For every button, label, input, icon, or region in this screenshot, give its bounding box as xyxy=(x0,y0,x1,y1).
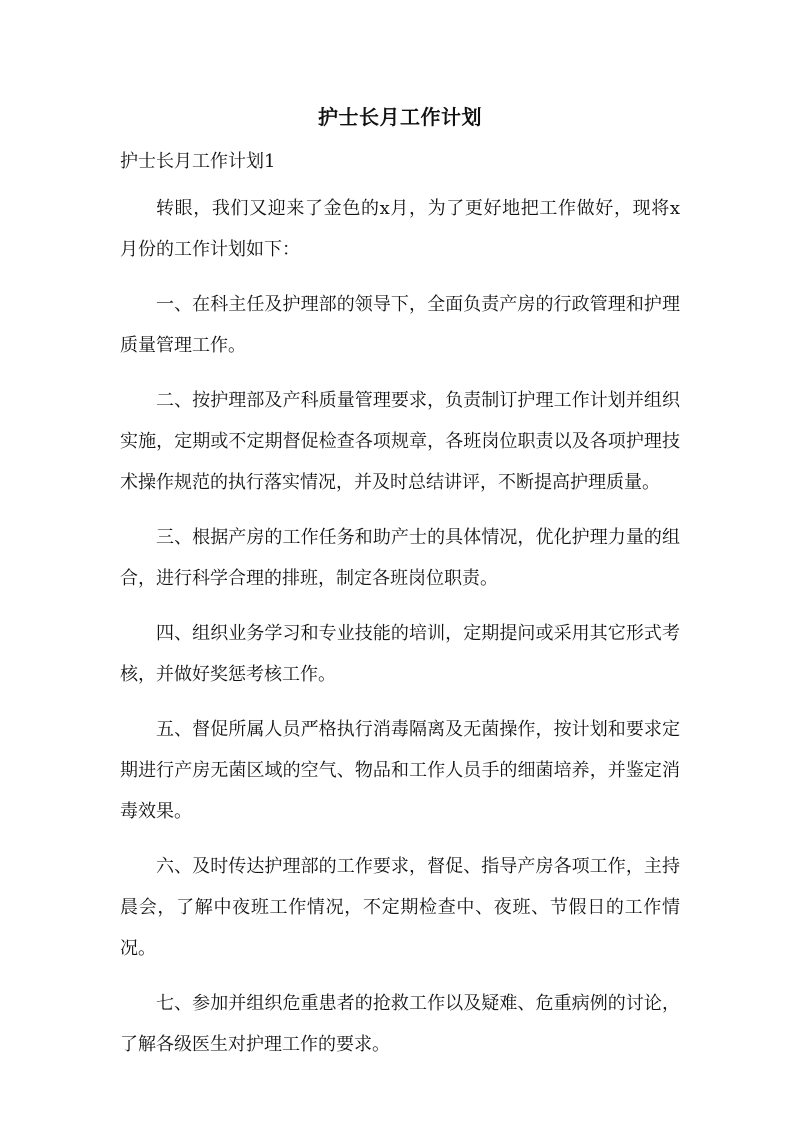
paragraph-item-2: 二、按护理部及产科质量管理要求，负责制订护理工作计划并组织实施，定期或不定期督促检查各项规章，各班岗位职责以及各项护理技术操作规范的执行落实情况，并及时总结讲评，不断提高护理质量。 xyxy=(120,390,680,493)
paragraph-intro: 转眼，我们又迎来了金色的x月，为了更好地把工作做好，现将x月份的工作计划如下： xyxy=(120,198,680,260)
section-heading: 护士长月工作计划1 xyxy=(120,151,276,172)
paragraph-item-4: 四、组织业务学习和专业技能的培训，定期提问或采用其它形式考核，并做好奖惩考核工作。 xyxy=(120,623,680,685)
paragraph-item-7: 七、参加并组织危重患者的抢救工作以及疑难、危重病例的讨论，了解各级医生对护理工作的要求。 xyxy=(120,993,680,1055)
page-title: 护士长月工作计划 xyxy=(318,105,482,129)
paragraph-item-6: 六、及时传达护理部的工作要求，督促、指导产房各项工作，主持晨会，了解中夜班工作情况，不定期检查中、夜班、节假日的工作情况。 xyxy=(120,856,680,959)
document-body xyxy=(120,188,680,1079)
paragraph-item-1: 一、在科主任及护理部的领导下，全面负责产房的行政管理和护理质量管理工作。 xyxy=(120,294,680,356)
paragraph-item-3: 三、根据产房的工作任务和助产士的具体情况，优化护理力量的组合，进行科学合理的排班，制定各班岗位职责。 xyxy=(120,527,680,589)
paragraph-item-5: 五、督促所属人员严格执行消毒隔离及无菌操作，按计划和要求定期进行产房无菌区域的空气、物品和工作人员手的细菌培养，并鉴定消毒效果。 xyxy=(120,719,680,822)
